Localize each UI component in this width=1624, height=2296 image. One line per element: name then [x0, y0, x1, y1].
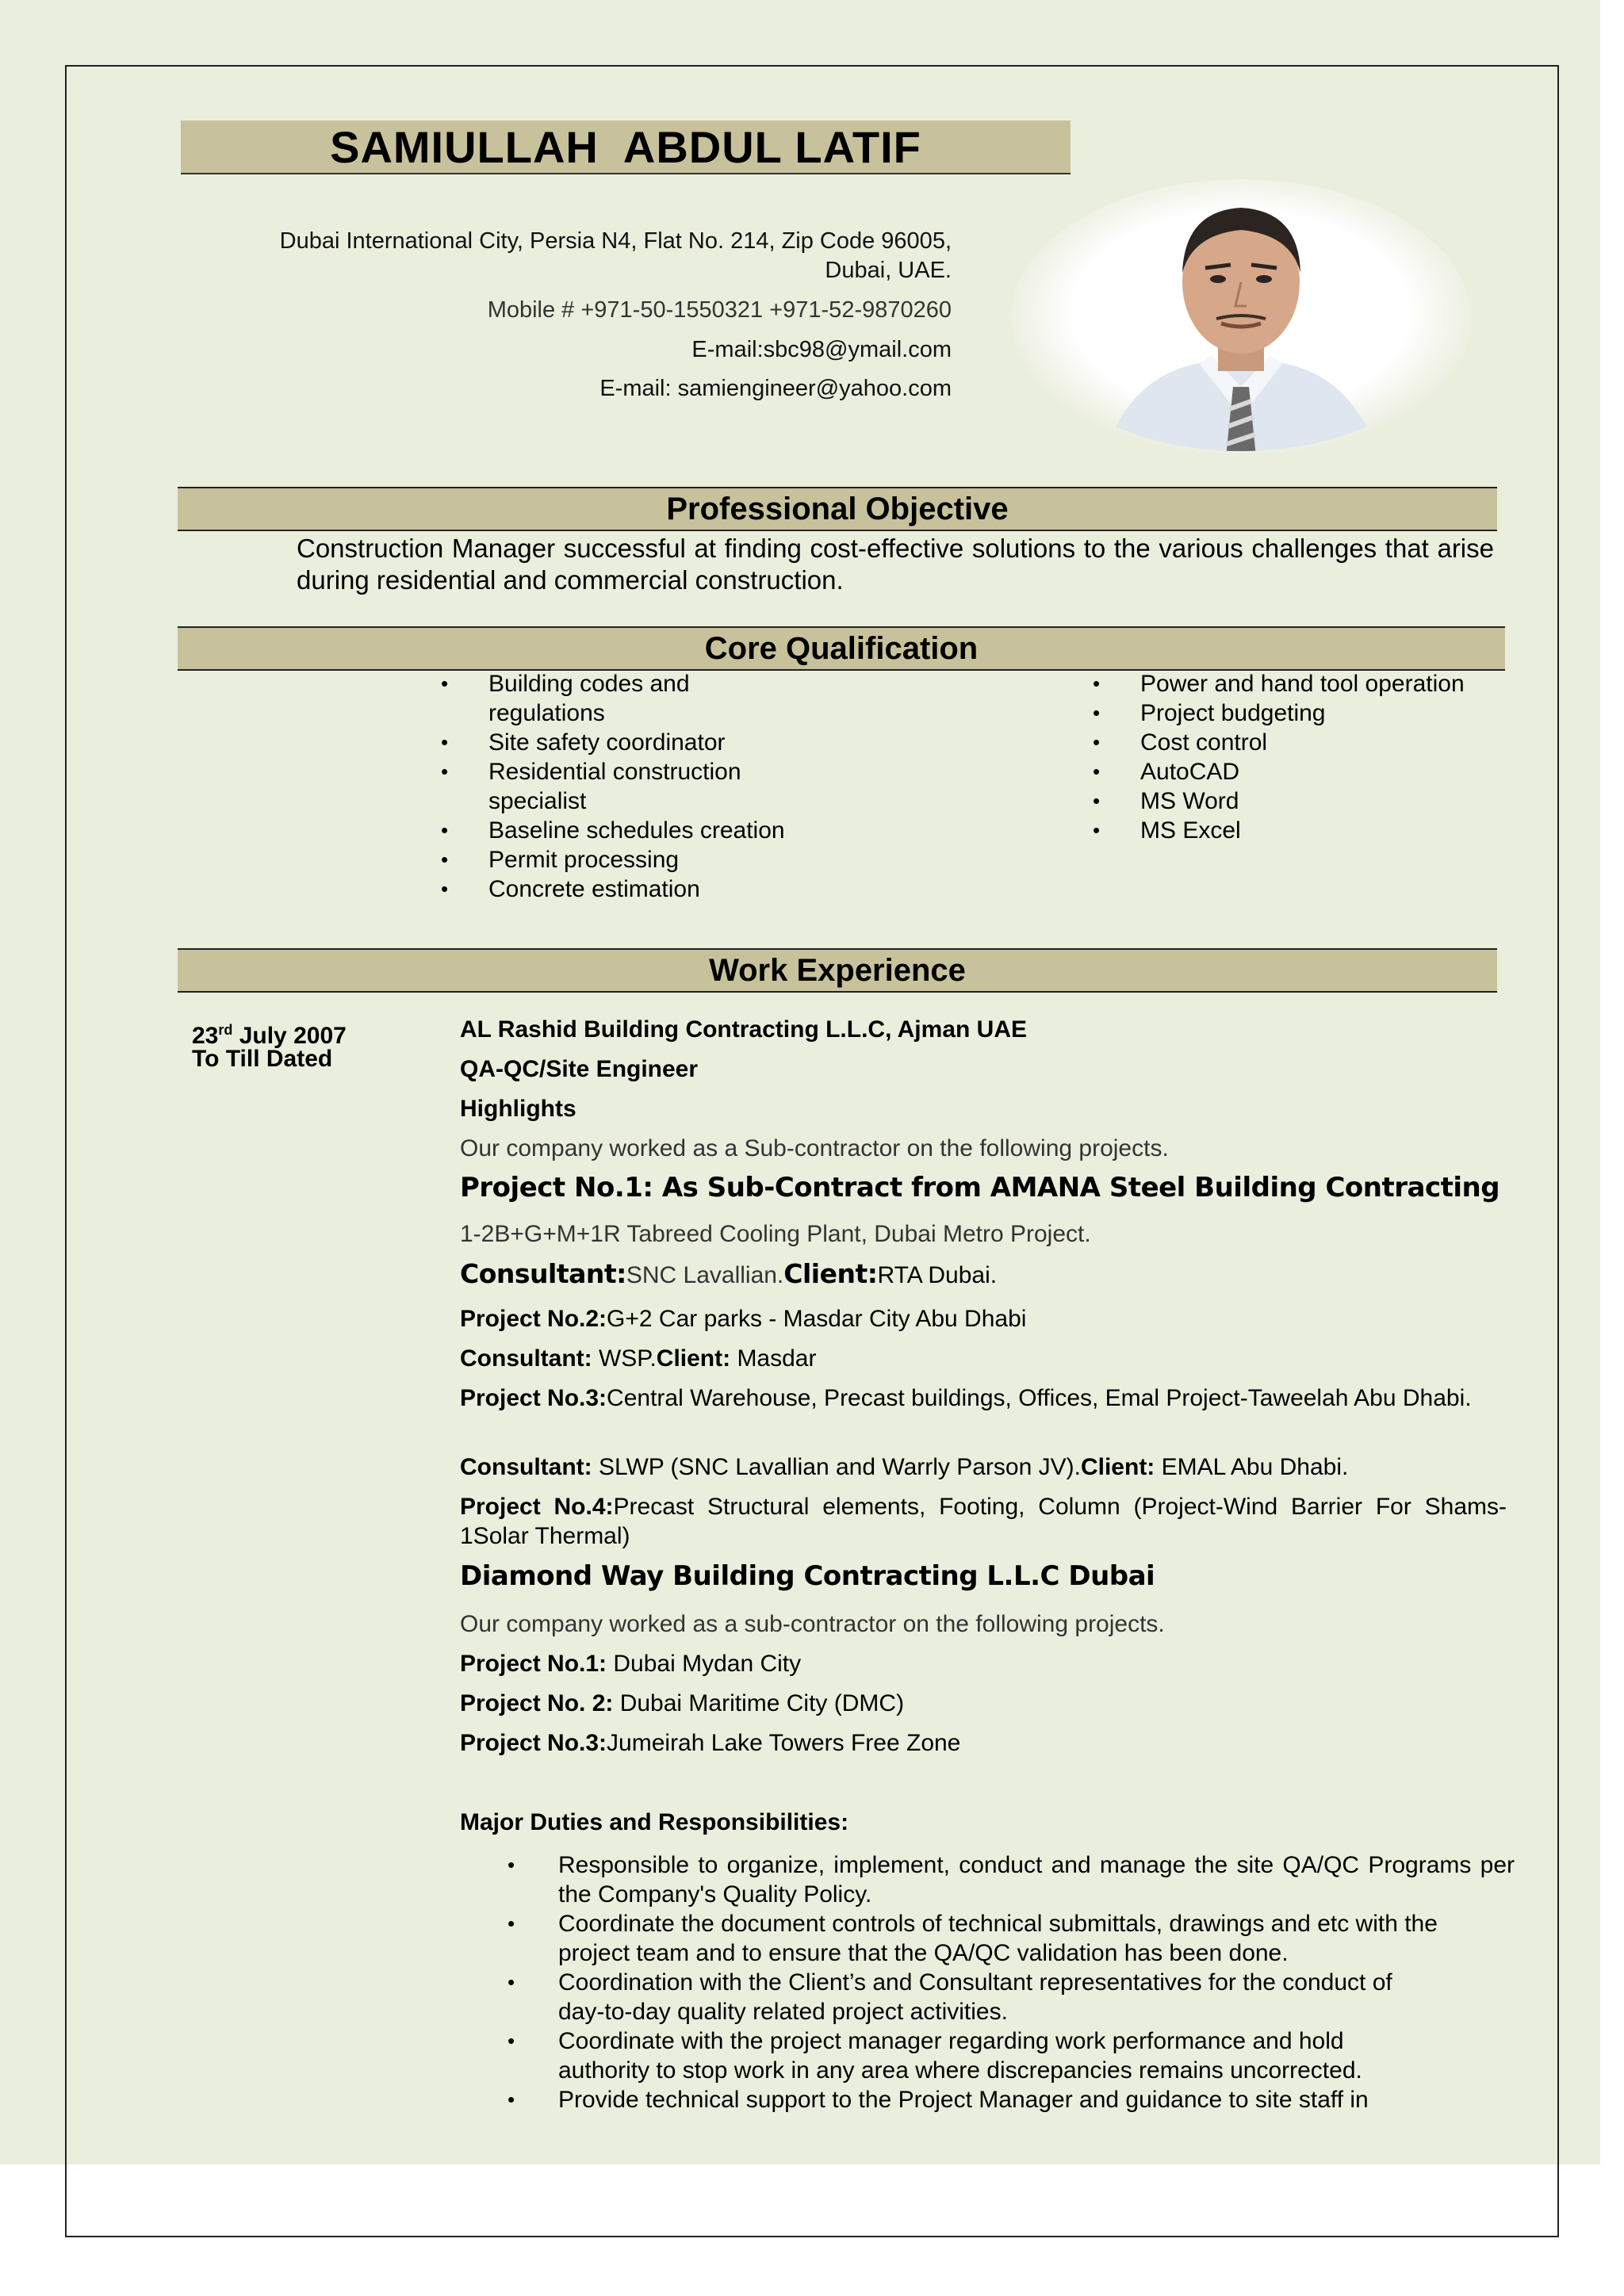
project-3-parties: Consultant: SLWP (SNC Lavallian and Warrly Parson JV).Client: EMAL Abu Dhabi. — [460, 1454, 1349, 1480]
list-item: • Provide technical support to the Project Manager and guidance to site staff in — [508, 2085, 1515, 2114]
qualification-list-right — [1093, 669, 1521, 845]
duties-list — [508, 1850, 1515, 2114]
company-2-project-2: Project No. 2: Dubai Maritime City (DMC) — [460, 1690, 905, 1716]
duties-title: Major Duties and Responsibilities: — [460, 1809, 849, 1835]
project-4: Project No.4:Precast Structural elements, Footing, Column (Project-Wind Barrier For Shams-1Solar Thermal) — [460, 1494, 1507, 1549]
project-1-title: Project No.1: As Sub-Contract from AMANA Steel Building Contracting — [460, 1172, 1500, 1203]
company-2-intro: Our company worked as a sub-contractor on the following projects. — [460, 1611, 1165, 1637]
project-1-parties: Consultant:SNC Lavallian.Client:RTA Dubai. — [460, 1258, 998, 1289]
email-2: E-mail: samiengineer@yahoo.com — [599, 376, 952, 401]
qualification-list-left — [441, 669, 798, 904]
list-item: • Project budgeting — [1093, 698, 1521, 728]
project-2: Project No.2:G+2 Car parks - Masdar City Abu Dhabi — [460, 1306, 1027, 1332]
highlights-label: Highlights — [460, 1096, 576, 1122]
list-item: • Site safety coordinator — [441, 728, 798, 757]
mobile-number: Mobile # +971-50-1550321 +971-52-9870260 — [487, 297, 952, 323]
list-item: • AutoCAD — [1093, 757, 1521, 786]
list-item: • Baseline schedules creation — [441, 816, 798, 845]
list-item: • Coordination with the Client’s and Consultant representatives for the conduct of day-to-day quality related project activities. — [508, 1968, 1438, 2026]
list-item: • Coordinate with the project manager regarding work performance and hold authority to stop work in any area where discrepancies remains uncorrected. — [508, 2026, 1399, 2085]
job-role: QA-QC/Site Engineer — [460, 1056, 699, 1082]
list-item: • Concrete estimation — [441, 874, 798, 904]
list-item: • MS Word — [1093, 786, 1521, 816]
company-1-intro: Our company worked as a Sub-contractor on the following projects. — [460, 1135, 1169, 1161]
address-line-2: Dubai, UAE. — [825, 258, 952, 283]
email-1: E-mail:sbc98@ymail.com — [691, 337, 952, 362]
list-item: • Cost control — [1093, 728, 1521, 757]
list-item: • MS Excel — [1093, 816, 1521, 845]
work-title: Work Experience — [709, 953, 966, 988]
work-date-end: To Till Dated — [192, 1046, 333, 1072]
project-2-parties: Consultant: WSP.Client: Masdar — [460, 1345, 817, 1372]
company-2-project-1: Project No.1: Dubai Mydan City — [460, 1651, 802, 1677]
profile-photo — [1009, 179, 1473, 457]
company-2: Diamond Way Building Contracting L.L.C Dubai — [460, 1560, 1155, 1592]
project-1-desc: 1-2B+G+M+1R Tabreed Cooling Plant, Dubai Metro Project. — [460, 1221, 1091, 1247]
list-item: • Coordinate the document controls of technical submittals, drawings and etc with the project team and to ensure that the QA/QC validation has been done. — [508, 1909, 1438, 1968]
list-item: • Responsible to organize, implement, conduct and manage the site QA/QC Programs per the Company's Quality Policy. — [508, 1850, 1515, 1909]
list-item: • Building codes and regulations — [441, 669, 742, 728]
list-item: • Permit processing — [441, 845, 798, 874]
objective-text: Construction Manager successful at finding cost-effective solutions to the various challenges that arise during residential and commercial construction. — [297, 534, 1494, 595]
list-item: • Residential construction specialist — [441, 757, 774, 816]
address-line-1: Dubai International City, Persia N4, Flat No. 214, Zip Code 96005, — [279, 228, 952, 254]
company-1: AL Rashid Building Contracting L.L.C, Ajman UAE — [460, 1016, 1028, 1043]
work-date-start: 23rd July 2007 — [192, 1022, 347, 1049]
list-item: • Power and hand tool operation — [1093, 669, 1521, 698]
candidate-name: SAMIULLAH ABDUL LATIF — [330, 122, 921, 172]
qualification-title: Core Qualification — [704, 631, 979, 666]
project-3: Project No.3:Central Warehouse, Precast buildings, Offices, Emal Project-Taweelah Abu Dhabi. — [460, 1385, 1472, 1411]
objective-title: Professional Objective — [666, 492, 1009, 526]
company-2-project-3: Project No.3:Jumeirah Lake Towers Free Zone — [460, 1730, 961, 1756]
